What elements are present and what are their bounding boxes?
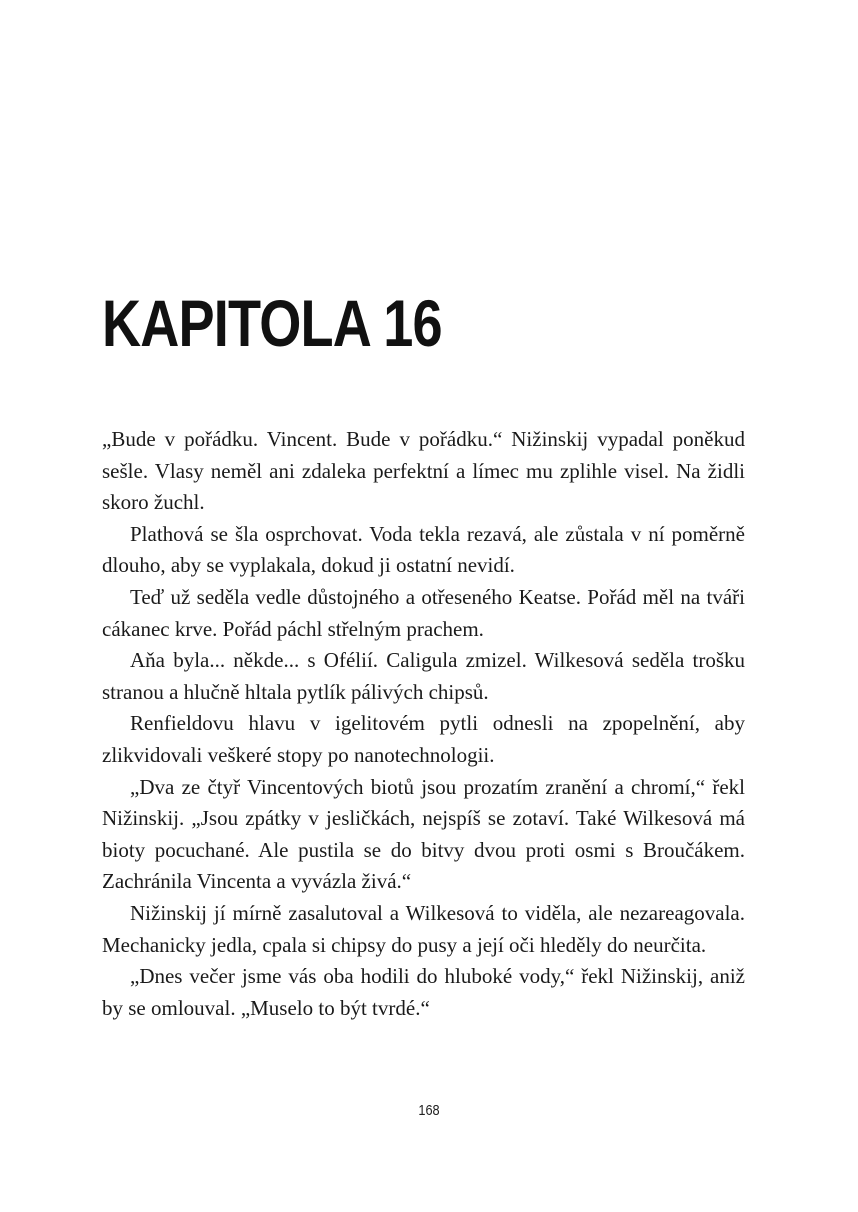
- page-number: 168: [418, 1102, 440, 1119]
- paragraph: Aňa byla... někde... s Ofélií. Caligula zmizel. Wilkesová seděla trošku stranou a hlučně hltala pytlík pálivých chipsů.: [102, 648, 745, 704]
- paragraph: „Bude v pořádku. Vincent. Bude v pořádku.“ Nižinskij vypadal poněkud sešle. Vlasy neměl ani zdaleka perfektní a límec mu zplihle visel. Na židli skoro žuchl.: [102, 427, 745, 515]
- paragraph: Nižinskij jí mírně zasalutoval a Wilkesová to viděla, ale nezareagovala. Mechanicky jedla, cpala si chipsy do pusy a její oči hleděly do neurčita.: [102, 900, 745, 957]
- chapter-title: KAPITOLA 16: [102, 286, 442, 360]
- paragraph: Plathová se šla osprchovat. Voda tekla rezavá, ale zůstala v ní poměrně dlouho, aby se vyplakala, dokud ji ostatní nevidí.: [102, 521, 745, 578]
- paragraph: Teď už seděla vedle důstojného a otřeseného Keatse. Pořád měl na tváři cákanec krve. Pořád páchl střelným prachem.: [102, 584, 745, 641]
- paragraph: „Dnes večer jsme vás oba hodili do hluboké vody,“ řekl Nižinskij, aniž by se omlouval. „Muselo to být tvrdé.“: [102, 964, 745, 1020]
- paragraph: „Dva ze čtyř Vincentových biotů jsou prozatím zranění a chromí,“ řekl Nižinskij. „Jsou zpátky v jesličkách, nejspíš se zotaví. Také Wilkesová má bioty pocuchané. Ale pustila se do bitvy dvou proti osmi s Broučákem. Zachránila Vincenta a vyvázla živá.“: [102, 774, 745, 894]
- chapter-body: [102, 424, 745, 1024]
- paragraph: Renfieldovu hlavu v igelitovém pytli odnesli na zpopelnění, aby zlikvidovali veškeré stopy po nanotechnologii.: [102, 711, 745, 767]
